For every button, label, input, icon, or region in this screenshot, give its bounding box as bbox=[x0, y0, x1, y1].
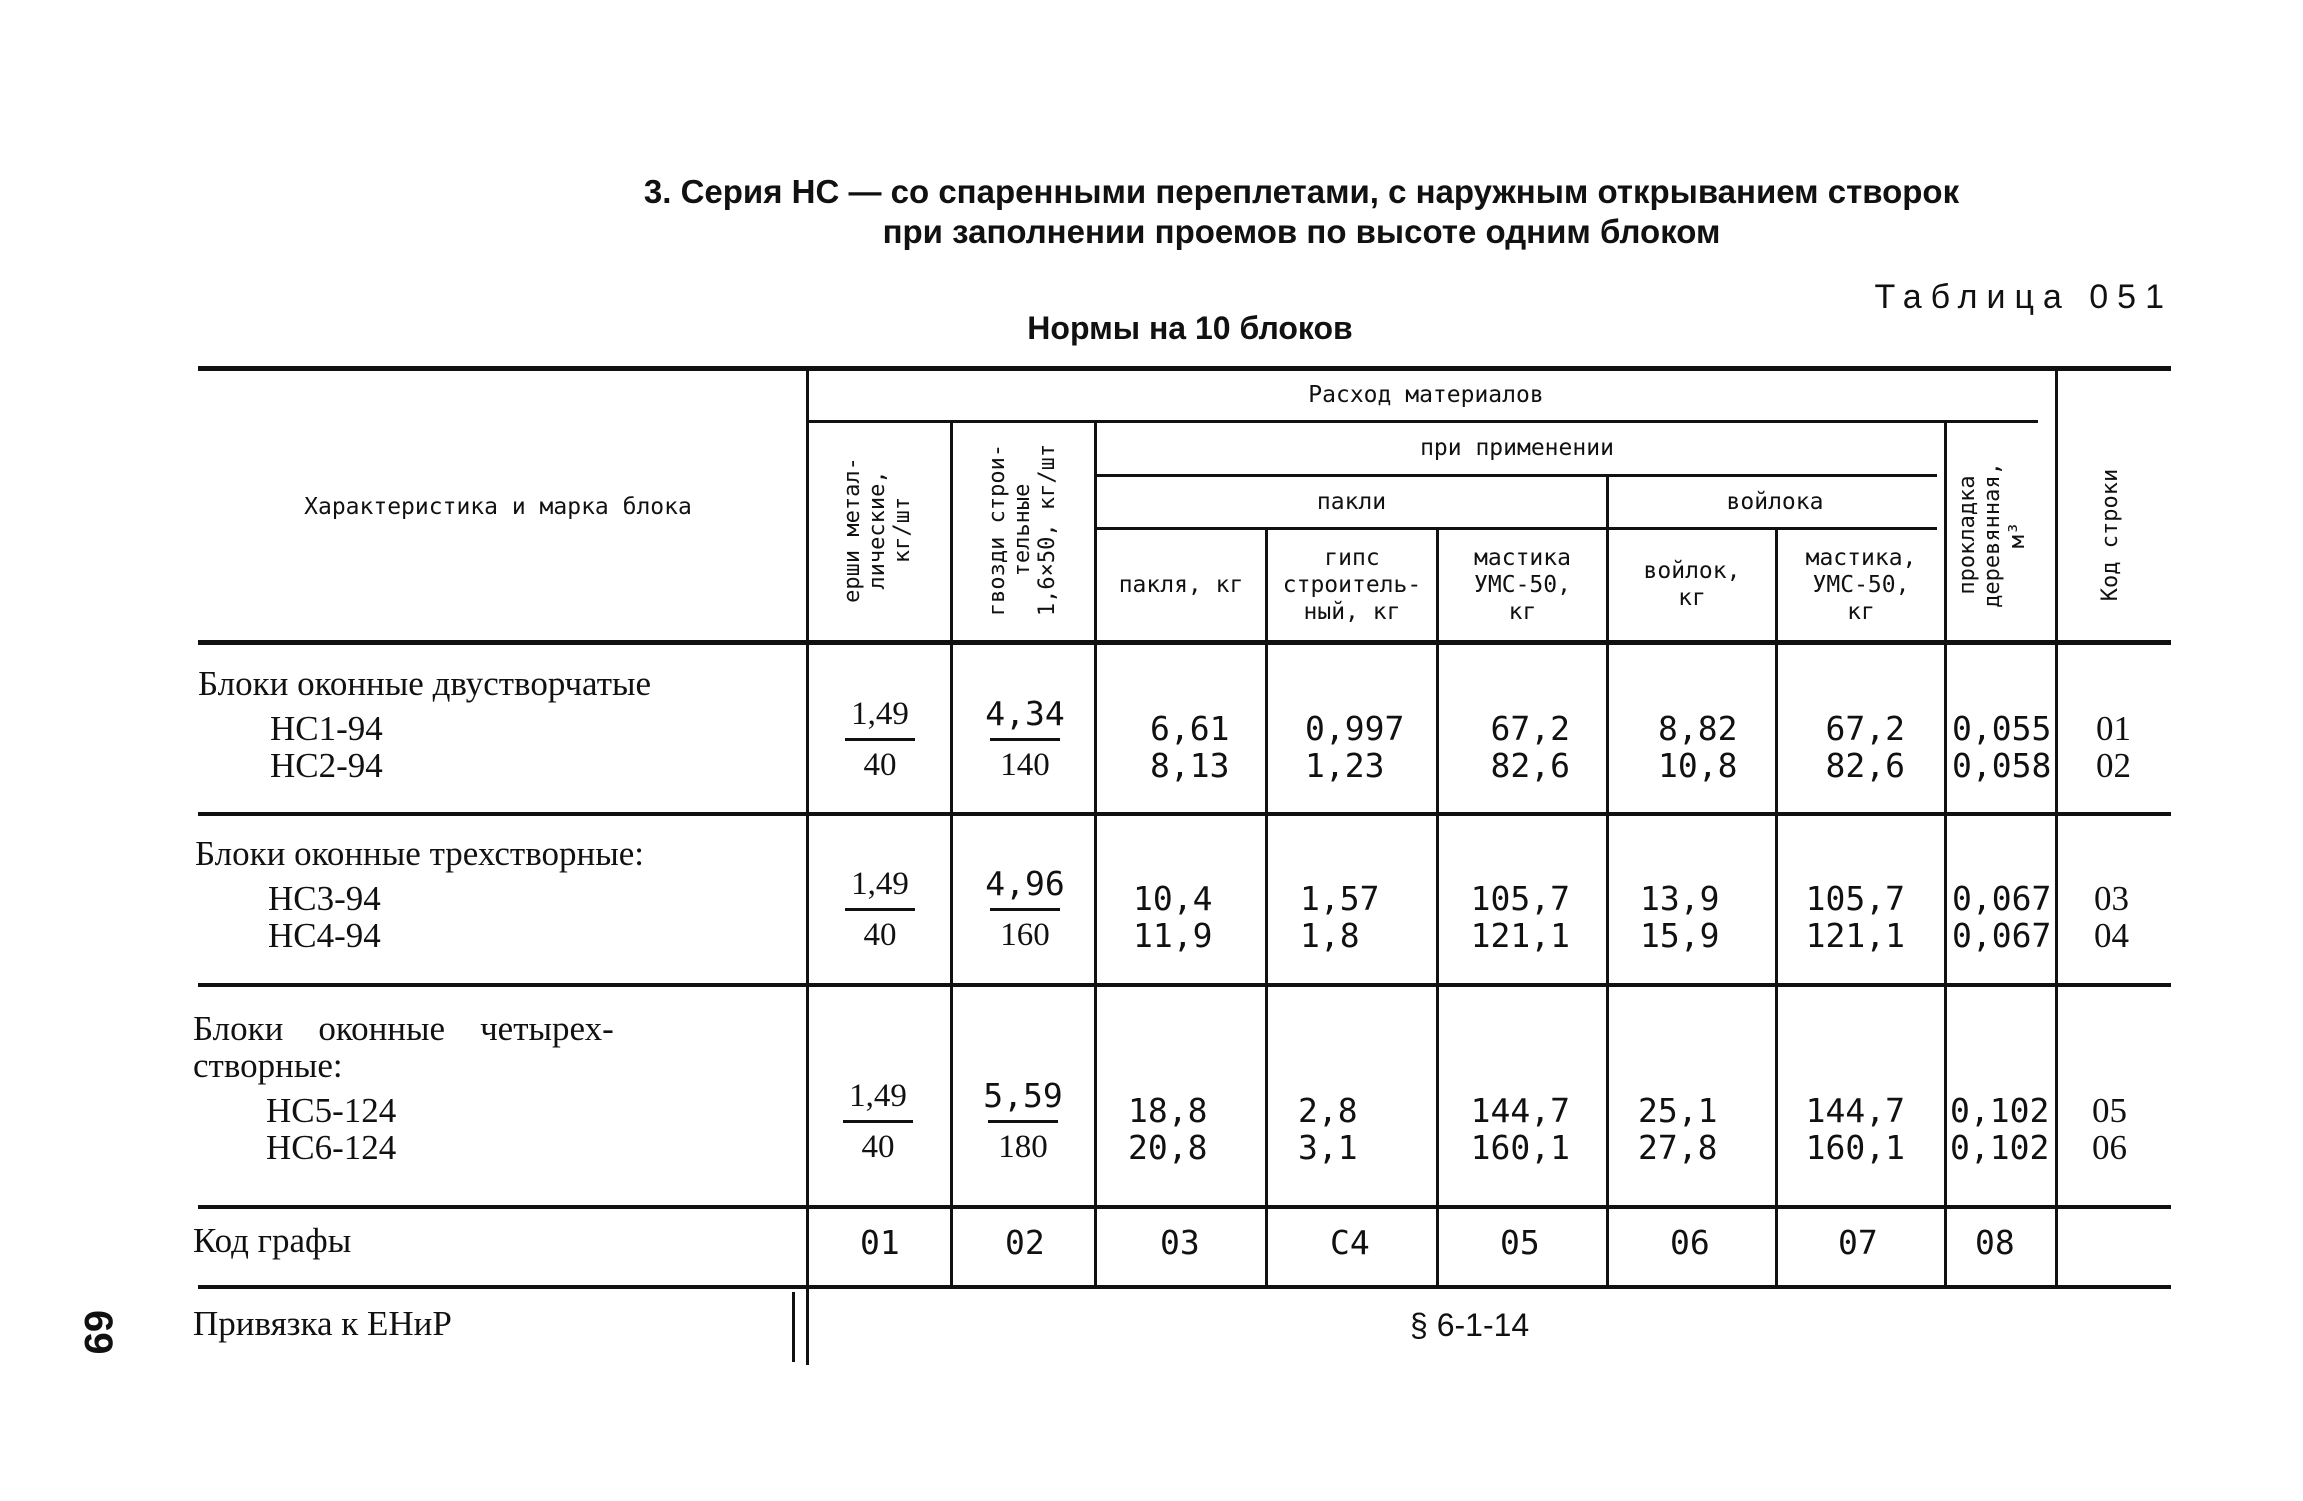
fraction-denominator: 40 bbox=[863, 747, 897, 783]
header-gvozdi: гвозди строи- тельные 1,6×50, кг/шт bbox=[985, 443, 1060, 617]
col-divider-9 bbox=[2055, 370, 2058, 1288]
header-materials: Расход материалов bbox=[1308, 381, 1544, 408]
code-values: 05 06 bbox=[2092, 1091, 2127, 1167]
col-divider-8 bbox=[1944, 420, 1947, 1288]
voilok-values: 13,9 15,9 bbox=[1640, 879, 1720, 955]
gvozdi-fraction bbox=[970, 694, 1080, 785]
applying-rule bbox=[1097, 474, 1937, 477]
fraction-bar bbox=[990, 908, 1060, 911]
materials-rule bbox=[808, 420, 2038, 423]
group-name: Блоки оконные четырех- створные: bbox=[193, 1009, 614, 1085]
header-paklya: пакля, кг bbox=[1118, 571, 1244, 598]
fraction-numerator: 1,49 bbox=[849, 1078, 907, 1114]
table-number: Таблица 051 bbox=[1874, 278, 2173, 316]
table-top-rule bbox=[198, 366, 2171, 371]
kod-grafy-05: 05 bbox=[1500, 1223, 1540, 1262]
header-voiloka: войлока bbox=[1726, 488, 1824, 515]
header-characteristic: Характеристика и марка блока bbox=[304, 493, 692, 520]
privyazka-divider bbox=[792, 1292, 795, 1362]
ershi-fraction bbox=[830, 864, 930, 955]
mastika2-values: 144,7 160,1 bbox=[1805, 1091, 1905, 1167]
group-name: Блоки оконные трехстворные: bbox=[195, 834, 644, 873]
ershi-fraction bbox=[830, 694, 930, 785]
kod-grafy-07: 07 bbox=[1838, 1223, 1878, 1262]
gips-values: 0,997 1,23 bbox=[1305, 709, 1405, 785]
kod-grafy-03: 03 bbox=[1160, 1223, 1200, 1262]
block-marks: НС5-124 НС6-124 bbox=[266, 1091, 397, 1167]
group-name: Блоки оконные двустворчатые bbox=[198, 664, 652, 703]
mastika1-values: 67,2 82,6 bbox=[1490, 709, 1570, 785]
header-prokladka: прокладка деревянная, м³ bbox=[1955, 462, 2030, 608]
fraction-bar bbox=[990, 738, 1060, 741]
kod-grafy-02: 02 bbox=[1005, 1223, 1045, 1262]
header-applying: при применении bbox=[1420, 434, 1614, 461]
fraction-numerator: 1,49 bbox=[851, 866, 909, 902]
mastika2-values: 105,7 121,1 bbox=[1805, 879, 1905, 955]
block-marks: НС1-94 НС2-94 bbox=[270, 709, 383, 785]
gips-values: 2,8 3,1 bbox=[1298, 1091, 1358, 1167]
group2-bottom-rule bbox=[198, 983, 2171, 987]
header-mastika2: мастика, УМС-50, кг bbox=[1805, 544, 1917, 625]
paklya-values: 6,61 8,13 bbox=[1150, 709, 1230, 785]
fraction-bar bbox=[845, 738, 915, 741]
voilok-values: 8,82 10,8 bbox=[1658, 709, 1738, 785]
fraction-denominator: 40 bbox=[861, 1129, 895, 1165]
col-divider-1 bbox=[806, 370, 809, 1365]
col-divider-4 bbox=[1265, 527, 1268, 1288]
header-ershi: ерши метал- лические, кг/шт bbox=[840, 457, 915, 603]
col-divider-7 bbox=[1775, 527, 1778, 1288]
gvozdi-fraction bbox=[968, 1076, 1078, 1167]
kod-grafy-bottom-rule bbox=[198, 1285, 2171, 1289]
paklya-values: 18,8 20,8 bbox=[1128, 1091, 1208, 1167]
header-code: Код строки bbox=[2098, 468, 2123, 602]
paklya-values: 10,4 11,9 bbox=[1133, 879, 1213, 955]
ershi-fraction bbox=[828, 1076, 928, 1167]
gips-values: 1,57 1,8 bbox=[1300, 879, 1380, 955]
gvozdi-fraction bbox=[970, 864, 1080, 955]
fraction-denominator: 140 bbox=[1000, 747, 1050, 783]
code-values: 03 04 bbox=[2094, 879, 2129, 955]
fraction-denominator: 180 bbox=[998, 1129, 1048, 1165]
section-title-line2: при заполнении проемов по высоте одним блоком bbox=[882, 213, 1721, 250]
group1-bottom-rule bbox=[198, 812, 2171, 816]
page-number: 69 bbox=[76, 1310, 120, 1355]
fraction-denominator: 160 bbox=[1000, 917, 1050, 953]
col-divider-5 bbox=[1436, 527, 1439, 1288]
kod-grafy-08: 08 bbox=[1975, 1223, 2015, 1262]
kod-grafy-label: Код графы bbox=[193, 1221, 352, 1260]
subgroup-rule bbox=[1097, 527, 1937, 530]
mastika1-values: 144,7 160,1 bbox=[1470, 1091, 1570, 1167]
header-voilok: войлок, кг bbox=[1643, 558, 1741, 611]
block-marks: НС3-94 НС4-94 bbox=[268, 879, 381, 955]
privyazka-value: § 6-1-14 bbox=[1410, 1307, 1530, 1343]
col-divider-2 bbox=[950, 420, 953, 1288]
fraction-denominator: 40 bbox=[863, 917, 897, 953]
fraction-numerator: 4,96 bbox=[985, 864, 1065, 903]
voilok-values: 25,1 27,8 bbox=[1638, 1091, 1718, 1167]
code-values: 01 02 bbox=[2096, 709, 2131, 785]
header-bottom-rule bbox=[198, 640, 2171, 645]
mastika1-values: 105,7 121,1 bbox=[1470, 879, 1570, 955]
group3-bottom-rule bbox=[198, 1205, 2171, 1209]
kod-grafy-06: 06 bbox=[1670, 1223, 1710, 1262]
prokladka-values: 0,067 0,067 bbox=[1952, 879, 2052, 955]
header-gips: гипс строитель- ный, кг bbox=[1282, 544, 1422, 625]
kod-grafy-01: 01 bbox=[860, 1223, 900, 1262]
fraction-numerator: 1,49 bbox=[851, 696, 909, 732]
header-mastika1: мастика УМС-50, кг bbox=[1474, 544, 1571, 625]
fraction-bar bbox=[843, 1120, 913, 1123]
fraction-bar bbox=[845, 908, 915, 911]
fraction-bar bbox=[988, 1120, 1058, 1123]
fraction-numerator: 4,34 bbox=[985, 694, 1065, 733]
kod-grafy-04: С4 bbox=[1330, 1223, 1370, 1262]
mastika2-values: 67,2 82,6 bbox=[1825, 709, 1905, 785]
prokladka-values: 0,102 0,102 bbox=[1950, 1091, 2050, 1167]
norm-title: Нормы на 10 блоков bbox=[1027, 310, 1353, 346]
header-pakli: пакли bbox=[1316, 488, 1387, 515]
section-title-line1: 3. Серия НС — со спаренными переплетами, с наружным открыванием створок bbox=[643, 173, 1960, 210]
fraction-numerator: 5,59 bbox=[983, 1076, 1063, 1115]
privyazka-label: Привязка к ЕНиР bbox=[193, 1304, 452, 1343]
prokladka-values: 0,055 0,058 bbox=[1952, 709, 2052, 785]
